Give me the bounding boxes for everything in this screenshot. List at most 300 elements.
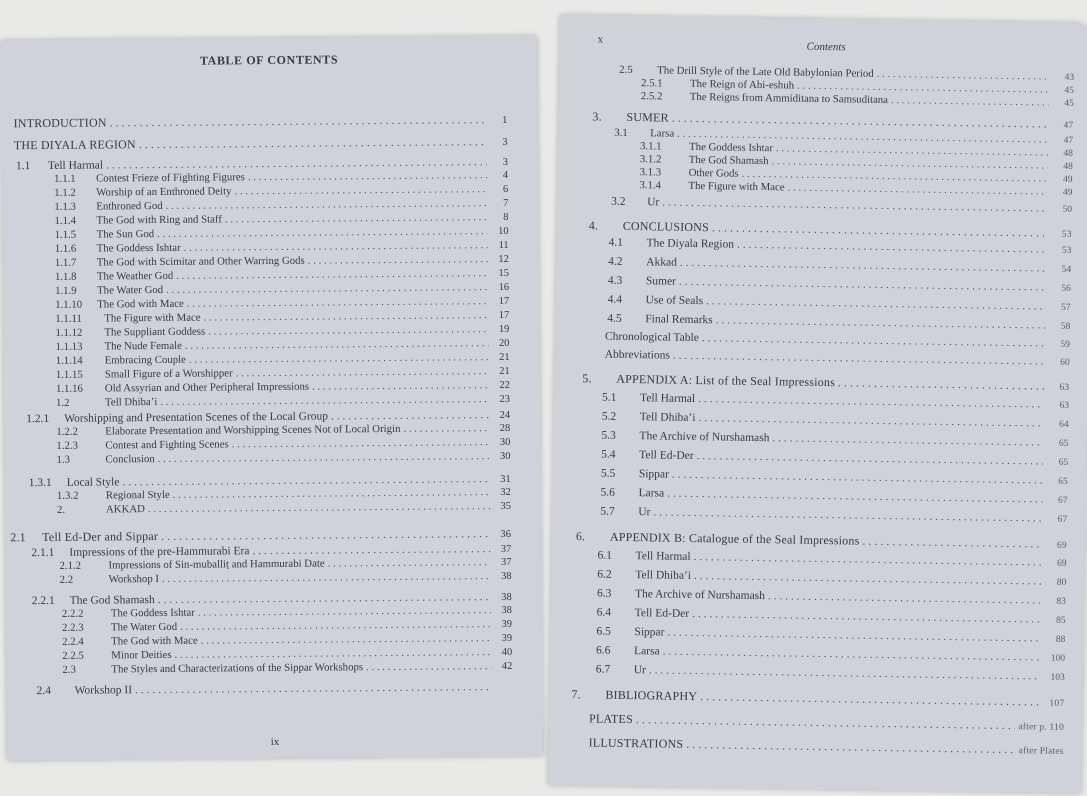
toc-entry-title: APPENDIX A: List of the Seal Impressions <box>616 371 836 390</box>
toc-entry-plates <box>589 711 1064 734</box>
toc-entry-title: ILLUSTRATIONS <box>588 735 684 751</box>
toc-entry-number: 6.7 <box>595 663 611 676</box>
toc-entry-number: 2.2.3 <box>61 621 84 634</box>
toc-entry-number: 1.1.7 <box>54 256 77 269</box>
toc-entry-number: 1.2 <box>55 396 70 409</box>
running-head: Contents <box>806 40 846 54</box>
toc-entry-number: 5.5 <box>600 467 616 480</box>
toc-entry-page: 49 <box>1062 187 1073 198</box>
toc-entry-title: Workshop II <box>74 684 133 697</box>
toc-entry-number: 1.1.14 <box>55 354 83 367</box>
toc-entry-page: 42 <box>501 660 513 673</box>
toc-entry-title: The God with Mace <box>97 297 184 311</box>
toc-entry-title: The Goddess Ishtar <box>96 241 181 255</box>
toc-entry-page: 80 <box>1056 577 1067 588</box>
toc-entry-page: 12 <box>498 253 509 266</box>
toc-entry-number: 1.1.6 <box>54 242 77 255</box>
dot-leader <box>891 94 1049 109</box>
toc-entry-page: 22 <box>499 379 510 392</box>
toc-entry-number: 1.1.8 <box>54 270 77 283</box>
toc-entry-title: Sumer <box>645 275 677 288</box>
toc-entry-title: The Diyala Region <box>646 237 735 251</box>
toc-entry-page: 39 <box>501 632 513 645</box>
toc-entry-page: 39 <box>501 618 513 631</box>
toc-entry-7 <box>571 687 1064 711</box>
toc-entry-title: Tell Ed-Der and Sippar <box>42 528 159 545</box>
toc-entry-page: 43 <box>1064 72 1075 83</box>
toc-entry-page: 63 <box>1059 400 1070 411</box>
dot-leader <box>201 632 491 648</box>
toc-entry-page: 45 <box>1064 85 1075 96</box>
toc-entry-5-1 <box>602 391 1069 413</box>
toc-entry-number: 3.1.2 <box>639 153 662 166</box>
toc-title: TABLE OF CONTENTS <box>199 52 339 68</box>
toc-entry-title: The Reign of Abi-eshuh <box>689 77 795 92</box>
toc-entry-introduction <box>14 112 508 132</box>
toc-entry-number: 1.1.13 <box>55 340 83 353</box>
toc-entry-number: 5.3 <box>601 429 616 442</box>
toc-entry-5-6 <box>600 486 1067 508</box>
dot-leader <box>158 450 490 466</box>
toc-entry-2-4 <box>36 680 512 698</box>
toc-entry-title: Ur <box>638 506 651 519</box>
toc-entry-page: 17 <box>498 309 510 322</box>
toc-entry-title: Old Assyrian and Other Peripheral Impressions <box>104 380 310 395</box>
toc-entry-title: BIBLIOGRAPHY <box>605 687 698 704</box>
toc-entry-number: 2.1.2 <box>59 559 82 572</box>
toc-entry-page: 65 <box>1058 457 1069 468</box>
toc-entry-title: INTRODUCTION <box>13 115 107 131</box>
toc-entry-number: 1.1 <box>15 160 31 173</box>
toc-entry-page: 11 <box>498 239 509 252</box>
toc-entry-number: 1.1.12 <box>55 326 83 339</box>
toc-entry-page: 17 <box>498 295 510 308</box>
dot-leader <box>208 323 488 338</box>
toc-entry-number: 4.2 <box>608 255 623 268</box>
toc-entry-number: 6.5 <box>596 625 611 638</box>
dot-leader <box>696 449 1043 468</box>
toc-entry-number: 6.1 <box>597 549 613 562</box>
dot-leader <box>176 267 488 283</box>
toc-entry-page: 31 <box>500 473 511 486</box>
toc-entry-page: 64 <box>1059 419 1069 430</box>
toc-entry-page: 21 <box>499 365 510 378</box>
dot-leader <box>403 422 489 436</box>
toc-entry-page: 63 <box>1059 382 1070 393</box>
toc-entry-5-2 <box>602 410 1069 432</box>
toc-entry-title: The God with Mace <box>111 634 198 648</box>
dot-leader <box>698 411 1043 430</box>
toc-entry-title: Tell Dhiba’i <box>104 396 158 409</box>
toc-entry-page: 100 <box>1050 653 1066 664</box>
toc-entry-page: 45 <box>1064 98 1074 109</box>
toc-entry-number: 5.7 <box>600 505 615 518</box>
toc-entry-page: 103 <box>1050 672 1065 683</box>
toc-entry-page: 4 <box>502 169 509 181</box>
toc-entry-page: 67 <box>1057 495 1068 506</box>
toc-entry-title: The Goddess Ishtar <box>688 140 774 155</box>
dot-leader <box>700 689 1039 708</box>
dot-leader <box>673 349 1045 369</box>
toc-entry-page: after Plates <box>1018 746 1064 757</box>
toc-entry-title: The Water God <box>110 620 178 634</box>
toc-entry-page: 47 <box>1063 135 1074 146</box>
dot-leader <box>225 211 488 226</box>
toc-entry-abbreviations <box>605 348 1070 370</box>
toc-entry-2 <box>57 500 511 517</box>
toc-entry-number: 1.2.3 <box>56 439 79 452</box>
toc-entry-number: 2.1.1 <box>31 546 55 560</box>
dot-leader <box>234 183 487 198</box>
toc-entry-title: The God with Ring and Staff <box>96 213 222 227</box>
toc-entry-number: 1.1.11 <box>55 312 82 325</box>
toc-entry-title: Local Style <box>66 476 120 489</box>
toc-entry-number: 1.1.4 <box>54 214 77 227</box>
toc-entry-number: 7. <box>571 687 581 702</box>
dot-leader <box>135 680 492 697</box>
toc-entry-number: 1.1.9 <box>55 284 77 297</box>
toc-entry-page: 60 <box>1060 357 1070 368</box>
toc-entry-title: Tell Ed-Der <box>639 449 694 463</box>
toc-entry-number: 5.2 <box>601 410 617 423</box>
toc-entry-title: The Suppliant Goddess <box>104 325 206 339</box>
dot-leader <box>692 607 1041 626</box>
dot-leader <box>772 431 1043 449</box>
toc-entry-title: The God Shamash <box>688 153 769 168</box>
toc-entry-title: The Figure with Mace <box>688 179 785 194</box>
toc-entry-4-4 <box>607 293 1070 315</box>
toc-entry-page: 19 <box>498 323 510 336</box>
toc-entry-page: 7 <box>503 197 509 209</box>
toc-entry-title: Small Figure of a Worshipper <box>104 367 233 381</box>
toc-entry-page: 24 <box>499 409 511 422</box>
toc-entry-6-3 <box>597 587 1066 609</box>
toc-entry-1-2 <box>56 393 510 410</box>
dot-leader <box>694 569 1041 588</box>
dot-leader <box>702 331 1045 350</box>
dot-leader <box>232 436 490 451</box>
dot-leader <box>768 589 1041 607</box>
toc-entry-title: Enthroned God <box>96 199 163 213</box>
toc-entry-number: 2.2.1 <box>31 594 55 608</box>
toc-entry-page: after p. 110 <box>1018 722 1065 733</box>
toc-entry-number: 3. <box>592 109 603 124</box>
toc-entry-page: 47 <box>1063 120 1074 131</box>
toc-entry-6-7 <box>596 663 1065 685</box>
toc-entry-number: 3.1.1 <box>639 140 662 153</box>
dot-leader <box>694 550 1042 569</box>
toc-entry-page: 59 <box>1060 339 1071 350</box>
toc-entry-title: The Archive of Nurshamash <box>634 588 766 603</box>
toc-entry-number: 1.3 <box>56 453 71 466</box>
toc-entry-title: Final Remarks <box>645 313 713 327</box>
dot-leader <box>680 256 1047 276</box>
dot-leader <box>180 618 491 634</box>
toc-entry-page: 30 <box>499 436 511 449</box>
toc-entry-title: Tell Harmal <box>47 159 104 172</box>
toc-entry-number: 2.4 <box>36 684 51 698</box>
toc-entry-page: 36 <box>500 528 512 541</box>
toc-entry-page: 53 <box>1061 245 1072 256</box>
toc-entry-number: 2.2 <box>59 573 74 586</box>
toc-entry-title: Workshop I <box>108 572 160 586</box>
toc-entry-page: 3 <box>502 136 508 148</box>
dot-leader <box>706 294 1046 313</box>
toc-entry-number: 2.5.2 <box>640 90 663 103</box>
toc-entry-number: 6.4 <box>596 606 612 619</box>
dot-leader <box>185 337 489 353</box>
toc-entry-title: Larsa <box>638 487 665 500</box>
toc-entry-title: The Nude Female <box>104 339 182 353</box>
toc-entry-page: 38 <box>501 604 512 617</box>
toc-entry-title: Tell Harmal <box>635 550 691 563</box>
toc-entry-page: 48 <box>1063 161 1073 172</box>
toc-entry-title: Akkad <box>646 256 677 269</box>
toc-entry-page: 21 <box>499 351 510 364</box>
toc-entry-page: 56 <box>1061 283 1071 294</box>
toc-entry-title: Tell Ed-Der <box>634 607 690 620</box>
toc-entry-number: 5.1 <box>601 391 617 404</box>
toc-entry-page: 85 <box>1056 615 1066 626</box>
toc-entry-page: 37 <box>500 543 512 556</box>
toc-entry-title: Sippar <box>638 468 669 481</box>
toc-entry-title: Elaborate Presentation and Worshipping Scenes Not of Local Origin <box>105 422 401 438</box>
dot-leader <box>189 351 489 367</box>
toc-entry-page: 6 <box>502 183 509 195</box>
toc-entry-number: 5. <box>582 371 592 386</box>
page-folio-left: ix <box>270 735 280 749</box>
toc-entry-number: 1.1.3 <box>54 200 76 213</box>
toc-entry-page: 83 <box>1056 596 1067 607</box>
dot-leader <box>667 487 1043 507</box>
toc-entry-title: Use of Seals <box>645 294 704 308</box>
toc-entry-title: Impressions of Sin-muballiṭ and Hammurabi Date <box>108 557 325 572</box>
dot-leader <box>160 393 489 409</box>
toc-entry-title: AKKAD <box>105 503 146 516</box>
dot-leader <box>788 181 1048 198</box>
toc-entry-number: 1.1.2 <box>54 186 76 199</box>
dot-leader <box>679 275 1046 295</box>
toc-entry-number: 2.3 <box>62 663 76 676</box>
toc-entry-title: The God Shamash <box>69 594 155 607</box>
dot-leader <box>672 468 1043 488</box>
toc-entry-number: 2.2.5 <box>62 649 84 662</box>
toc-entry-page: 67 <box>1057 514 1068 525</box>
toc-entry-title: Tell Harmal <box>639 392 696 406</box>
toc-entry-title: Contest Frieze of Fighting Figures <box>96 171 245 185</box>
dot-leader <box>712 220 1047 239</box>
toc-entry-page: 38 <box>501 570 512 583</box>
toc-entry-page: 88 <box>1055 634 1066 645</box>
toc-entry-page: 107 <box>1049 698 1065 709</box>
toc-entry-title: The Sun God <box>96 228 155 241</box>
toc-entry-page: 23 <box>499 393 511 406</box>
toc-entry-page: 40 <box>501 646 513 659</box>
left-book-page <box>1 36 543 761</box>
toc-entry-5-5 <box>601 467 1068 489</box>
toc-entry-title: Chronological Table <box>604 330 699 345</box>
toc-entry-number: 3.1 <box>614 126 628 139</box>
toc-entry-title: Worship of an Enthroned Deity <box>96 185 232 199</box>
toc-entry-page: 32 <box>500 486 511 499</box>
toc-entry-page: 58 <box>1060 321 1071 332</box>
toc-entry-1-3 <box>56 450 510 467</box>
toc-entry-number: 2. <box>56 503 66 516</box>
dot-leader <box>139 134 487 151</box>
toc-entry-page: 65 <box>1058 438 1069 449</box>
toc-entry-6-4 <box>597 606 1066 628</box>
toc-entry-page: 49 <box>1062 174 1073 185</box>
dot-leader <box>667 626 1040 646</box>
toc-entry-title: Embracing Couple <box>104 353 186 367</box>
toc-entry-4-2 <box>608 255 1071 277</box>
toc-entry-6-1 <box>597 549 1066 571</box>
dot-leader <box>838 375 1045 392</box>
dot-leader <box>663 645 1041 665</box>
toc-entry-number: 2.2.2 <box>61 607 84 620</box>
toc-entry-number: 1.3.2 <box>56 489 79 502</box>
toc-entry-number: 1.1.16 <box>55 382 83 395</box>
dot-leader <box>187 295 488 311</box>
dot-leader <box>312 379 489 394</box>
toc-entry-page: 20 <box>498 337 510 350</box>
dot-leader <box>148 500 490 516</box>
dot-leader <box>716 313 1046 332</box>
toc-entry-number: 3.1.4 <box>639 179 662 192</box>
toc-entry-the-diyala-region <box>14 134 508 154</box>
toc-entry-title: The Weather God <box>96 269 174 283</box>
toc-entry-5-4 <box>601 448 1068 470</box>
toc-entry-title: Ur <box>633 664 647 677</box>
dot-leader <box>173 486 490 502</box>
toc-entry-number: 1.3.1 <box>28 476 52 490</box>
toc-entry-number: 5.4 <box>601 448 616 461</box>
page-folio-right: x <box>597 33 604 46</box>
toc-entry-page: 37 <box>500 556 512 569</box>
toc-entry-page: 50 <box>1062 204 1073 215</box>
dot-leader <box>686 737 1016 756</box>
toc-entry-number: 6.6 <box>596 644 611 657</box>
dot-leader <box>366 660 491 674</box>
toc-entry-title: Worshipping and Presentation Scenes of the Local Group <box>64 410 329 425</box>
toc-entry-number: 2.2.4 <box>62 635 84 648</box>
dot-leader <box>862 534 1042 551</box>
dot-leader <box>653 505 1042 525</box>
dot-leader <box>184 239 488 255</box>
toc-entry-6-2 <box>597 568 1066 590</box>
toc-entry-page: 48 <box>1063 148 1074 159</box>
toc-entry-number: 4.1 <box>608 236 623 249</box>
dot-leader <box>698 392 1044 411</box>
toc-entry-title: The God with Scimitar and Other Warring Gods <box>96 254 305 269</box>
toc-entry-page: 35 <box>500 500 512 513</box>
toc-entry-page: 54 <box>1061 264 1072 275</box>
toc-entry-title: SUMER <box>626 109 669 125</box>
toc-entry-page: 16 <box>498 281 510 294</box>
toc-entry-number: 3.2 <box>611 195 626 208</box>
dot-leader <box>236 365 489 380</box>
toc-entry-title: Ur <box>647 196 660 209</box>
toc-entry-6-6 <box>596 644 1065 666</box>
toc-entry-5-3 <box>601 429 1068 451</box>
dot-leader <box>161 526 490 543</box>
right-book-page <box>548 15 1087 793</box>
toc-entry-title: Regional Style <box>105 488 170 502</box>
toc-entry-number: 1.1.15 <box>55 368 83 381</box>
toc-entry-number: 3.1.3 <box>639 166 662 179</box>
toc-entry-page: 8 <box>503 211 509 223</box>
toc-entry-title: Other Gods <box>688 166 739 180</box>
toc-entry-number: 4.5 <box>607 312 622 325</box>
dot-leader <box>636 712 1016 732</box>
toc-entry-number: 4.4 <box>607 293 623 306</box>
toc-entry-number: 1.2.2 <box>56 425 78 438</box>
toc-entry-title: Impressions of the pre-Hammurabi Era <box>69 545 250 559</box>
toc-entry-title: PLATES <box>588 711 634 727</box>
toc-entry-illustrations <box>589 735 1064 758</box>
toc-entry-number: 4. <box>588 218 599 233</box>
toc-entry-number: 4.3 <box>607 274 623 287</box>
toc-entry-title: Minor Deities <box>111 648 172 662</box>
toc-entry-number: 1.1.5 <box>54 228 77 241</box>
toc-entry-number: 6.3 <box>596 587 612 600</box>
dot-leader <box>328 556 491 570</box>
toc-entry-title: The Water God <box>97 283 164 297</box>
toc-entry-number: 6. <box>575 529 586 544</box>
toc-entry-page: 30 <box>499 450 511 463</box>
toc-entry-number: 2.1 <box>10 530 26 545</box>
toc-entry-title: The Figure with Mace <box>104 311 201 325</box>
toc-entry-title: The Goddess Ishtar <box>110 606 195 620</box>
dot-leader <box>649 663 1040 683</box>
toc-entry-page: 69 <box>1056 540 1067 551</box>
toc-entry-title: Tell Dhiba’i <box>635 569 692 582</box>
toc-entry-title: Conclusion <box>105 453 155 466</box>
toc-entry-4-3 <box>608 274 1071 296</box>
toc-entry-number: 6.2 <box>597 568 612 581</box>
dot-leader <box>198 604 491 620</box>
dot-leader <box>248 169 487 184</box>
toc-entry-page: 3 <box>502 156 509 168</box>
toc-entry-title: Larsa <box>634 645 660 658</box>
toc-entry-page: 38 <box>501 591 512 604</box>
toc-entry-title: The Reigns from Ammiditana to Samsuditana <box>689 90 889 107</box>
toc-entry-title: Tell Dhiba’i <box>639 411 696 425</box>
toc-entry-title: Sippar <box>634 626 665 639</box>
toc-entry-5-7 <box>600 505 1067 527</box>
toc-entry-page: 28 <box>499 422 511 435</box>
toc-entry-6-5 <box>596 625 1065 647</box>
toc-entry-number: 2.5 <box>619 63 633 77</box>
toc-entry-page: 1 <box>502 114 508 126</box>
toc-entry-title: The Drill Style of the Late Old Babylonian Period <box>657 64 874 80</box>
toc-entry-number: 1.1.10 <box>55 298 83 311</box>
dot-leader <box>331 408 489 423</box>
dot-leader <box>203 309 488 324</box>
toc-entry-number: 1.1.1 <box>54 172 76 185</box>
toc-entry-page: 69 <box>1056 558 1067 569</box>
toc-entry-title: APPENDIX B: Catalogue of the Seal Impressions <box>609 529 860 548</box>
dot-leader <box>162 570 491 586</box>
toc-entry-page: 65 <box>1058 476 1068 487</box>
toc-entry-page: 57 <box>1060 302 1071 313</box>
toc-entry-title: Contest and Fighting Scenes <box>105 438 229 452</box>
toc-entry-page: 53 <box>1061 229 1072 240</box>
toc-entry-number: 1.2.1 <box>26 412 50 426</box>
toc-entry-title: Larsa <box>650 127 675 140</box>
toc-entry-page: 10 <box>498 225 509 238</box>
toc-entry-title: THE DIYALA REGION <box>13 137 136 153</box>
